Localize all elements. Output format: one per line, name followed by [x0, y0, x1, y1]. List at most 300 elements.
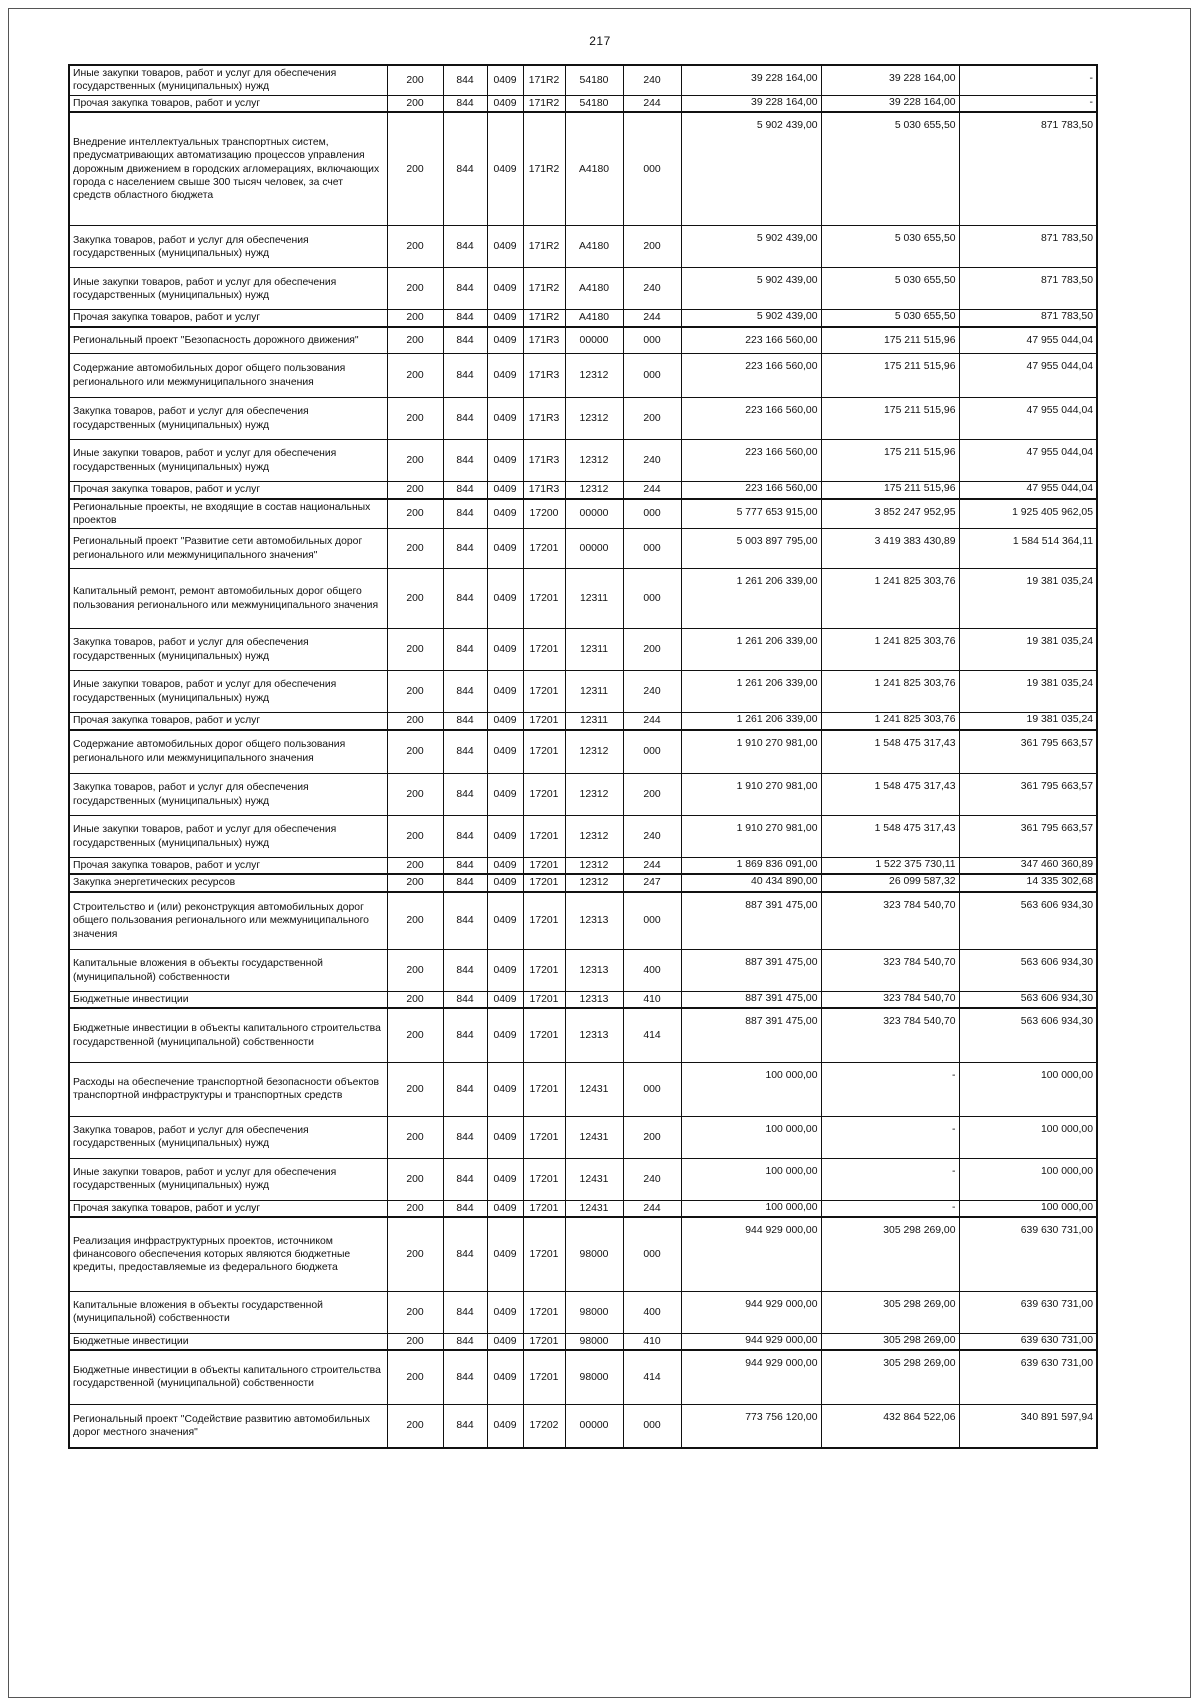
code-cs1: 171R3: [523, 440, 565, 482]
code-vr: 244: [623, 713, 681, 730]
code-gp: 200: [387, 499, 443, 529]
code-rz: 0409: [487, 629, 523, 671]
code-rz: 0409: [487, 1158, 523, 1200]
amount-remaining: 1 925 405 962,05: [959, 499, 1097, 529]
amount-remaining: 14 335 302,68: [959, 874, 1097, 891]
amount-executed: 39 228 164,00: [821, 65, 959, 95]
code-rz: 0409: [487, 440, 523, 482]
amount-planned: 1 261 206 339,00: [681, 569, 821, 629]
amount-remaining: 347 460 360,89: [959, 858, 1097, 875]
amount-executed: -: [821, 1116, 959, 1158]
code-gp: 200: [387, 892, 443, 950]
amount-remaining: 100 000,00: [959, 1158, 1097, 1200]
code-rz: 0409: [487, 713, 523, 730]
code-vr: 000: [623, 1217, 681, 1291]
table-row: [69, 1333, 1097, 1350]
code-gr: 844: [443, 950, 487, 992]
code-rz: 0409: [487, 1350, 523, 1404]
amount-planned: 5 777 653 915,00: [681, 499, 821, 529]
amount-remaining: 100 000,00: [959, 1062, 1097, 1116]
code-rz: 0409: [487, 569, 523, 629]
code-cs2: А4180: [565, 310, 623, 327]
row-name: Бюджетные инвестиции в объекты капитального строительства государственной (муниципальной) собственности: [69, 1350, 387, 1404]
amount-remaining: 47 955 044,04: [959, 398, 1097, 440]
code-gp: 200: [387, 629, 443, 671]
amount-executed: 1 522 375 730,11: [821, 858, 959, 875]
amount-executed: 323 784 540,70: [821, 892, 959, 950]
code-gp: 200: [387, 95, 443, 112]
amount-remaining: 871 783,50: [959, 268, 1097, 310]
code-vr: 000: [623, 112, 681, 226]
code-gr: 844: [443, 226, 487, 268]
amount-remaining: 563 606 934,30: [959, 992, 1097, 1009]
code-cs2: 12312: [565, 858, 623, 875]
code-cs2: А4180: [565, 112, 623, 226]
table-row: [69, 671, 1097, 713]
code-vr: 000: [623, 892, 681, 950]
code-gp: 200: [387, 529, 443, 569]
code-rz: 0409: [487, 268, 523, 310]
amount-executed: 175 211 515,96: [821, 482, 959, 499]
amount-remaining: 19 381 035,24: [959, 629, 1097, 671]
amount-executed: 175 211 515,96: [821, 440, 959, 482]
table-row: [69, 327, 1097, 354]
code-gr: 844: [443, 569, 487, 629]
code-gr: 844: [443, 774, 487, 816]
row-name: Иные закупки товаров, работ и услуг для обеспечения государственных (муниципальных) нужд: [69, 65, 387, 95]
amount-planned: 223 166 560,00: [681, 482, 821, 499]
amount-executed: 5 030 655,50: [821, 112, 959, 226]
code-cs2: 12431: [565, 1116, 623, 1158]
amount-remaining: 361 795 663,57: [959, 774, 1097, 816]
amount-executed: 323 784 540,70: [821, 950, 959, 992]
code-gr: 844: [443, 310, 487, 327]
code-cs2: 12431: [565, 1062, 623, 1116]
code-gr: 844: [443, 629, 487, 671]
table-row: [69, 499, 1097, 529]
amount-planned: 1 261 206 339,00: [681, 671, 821, 713]
code-gp: 200: [387, 992, 443, 1009]
code-rz: 0409: [487, 1333, 523, 1350]
code-rz: 0409: [487, 95, 523, 112]
amount-executed: 1 241 825 303,76: [821, 569, 959, 629]
amount-executed: 1 241 825 303,76: [821, 713, 959, 730]
code-gr: 844: [443, 671, 487, 713]
amount-remaining: 639 630 731,00: [959, 1350, 1097, 1404]
code-gp: 200: [387, 1291, 443, 1333]
amount-planned: 887 391 475,00: [681, 892, 821, 950]
amount-remaining: 19 381 035,24: [959, 713, 1097, 730]
row-name: Закупка энергетических ресурсов: [69, 874, 387, 891]
amount-remaining: 639 630 731,00: [959, 1333, 1097, 1350]
row-name: Прочая закупка товаров, работ и услуг: [69, 310, 387, 327]
table-row: [69, 95, 1097, 112]
amount-planned: 944 929 000,00: [681, 1350, 821, 1404]
code-gp: 200: [387, 1404, 443, 1448]
code-gp: 200: [387, 671, 443, 713]
amount-planned: 1 910 270 981,00: [681, 730, 821, 774]
amount-executed: 175 211 515,96: [821, 327, 959, 354]
code-rz: 0409: [487, 482, 523, 499]
code-cs1: 171R2: [523, 95, 565, 112]
amount-remaining: 871 783,50: [959, 226, 1097, 268]
row-name: Региональный проект "Безопасность дорожного движения": [69, 327, 387, 354]
row-name: Прочая закупка товаров, работ и услуг: [69, 95, 387, 112]
code-cs1: 17201: [523, 1062, 565, 1116]
code-vr: 400: [623, 950, 681, 992]
code-rz: 0409: [487, 112, 523, 226]
code-vr: 000: [623, 354, 681, 398]
code-gr: 844: [443, 482, 487, 499]
amount-remaining: 871 783,50: [959, 310, 1097, 327]
code-vr: 240: [623, 1158, 681, 1200]
code-vr: 244: [623, 1200, 681, 1217]
row-name: Содержание автомобильных дорог общего пользования регионального или межмуниципального значения: [69, 730, 387, 774]
amount-remaining: 47 955 044,04: [959, 440, 1097, 482]
code-gr: 844: [443, 499, 487, 529]
code-gp: 200: [387, 440, 443, 482]
code-cs2: 12313: [565, 892, 623, 950]
amount-planned: 1 910 270 981,00: [681, 774, 821, 816]
amount-executed: 305 298 269,00: [821, 1350, 959, 1404]
code-gp: 200: [387, 268, 443, 310]
table-row: [69, 398, 1097, 440]
row-name: Капитальные вложения в объекты государственной (муниципальной) собственности: [69, 950, 387, 992]
amount-remaining: 871 783,50: [959, 112, 1097, 226]
row-name: Региональный проект "Развитие сети автомобильных дорог регионального или межмуниципального значения": [69, 529, 387, 569]
code-gp: 200: [387, 713, 443, 730]
code-vr: 200: [623, 226, 681, 268]
code-cs1: 171R2: [523, 226, 565, 268]
code-cs2: 12312: [565, 440, 623, 482]
amount-remaining: 340 891 597,94: [959, 1404, 1097, 1448]
code-rz: 0409: [487, 730, 523, 774]
code-rz: 0409: [487, 310, 523, 327]
code-cs1: 17201: [523, 1333, 565, 1350]
table-row: [69, 268, 1097, 310]
code-gr: 844: [443, 1062, 487, 1116]
amount-remaining: 47 955 044,04: [959, 327, 1097, 354]
code-cs2: 12312: [565, 482, 623, 499]
code-vr: 244: [623, 95, 681, 112]
code-rz: 0409: [487, 327, 523, 354]
table-row: [69, 529, 1097, 569]
code-vr: 000: [623, 499, 681, 529]
code-rz: 0409: [487, 1062, 523, 1116]
code-gr: 844: [443, 1158, 487, 1200]
code-cs2: 12311: [565, 569, 623, 629]
table-row: [69, 1291, 1097, 1333]
code-rz: 0409: [487, 816, 523, 858]
code-cs2: 12312: [565, 816, 623, 858]
code-cs1: 17201: [523, 1200, 565, 1217]
table-row: [69, 440, 1097, 482]
amount-executed: 5 030 655,50: [821, 226, 959, 268]
code-cs1: 17201: [523, 950, 565, 992]
amount-remaining: 563 606 934,30: [959, 892, 1097, 950]
amount-planned: 223 166 560,00: [681, 354, 821, 398]
table-row: [69, 226, 1097, 268]
code-vr: 200: [623, 398, 681, 440]
table-row: [69, 310, 1097, 327]
code-cs2: 98000: [565, 1333, 623, 1350]
code-gr: 844: [443, 440, 487, 482]
code-rz: 0409: [487, 398, 523, 440]
code-rz: 0409: [487, 529, 523, 569]
code-rz: 0409: [487, 65, 523, 95]
amount-remaining: 100 000,00: [959, 1116, 1097, 1158]
amount-planned: 944 929 000,00: [681, 1291, 821, 1333]
amount-planned: 223 166 560,00: [681, 398, 821, 440]
code-gr: 844: [443, 1200, 487, 1217]
code-gr: 844: [443, 398, 487, 440]
code-gp: 200: [387, 1217, 443, 1291]
row-name: Содержание автомобильных дорог общего пользования регионального или межмуниципального значения: [69, 354, 387, 398]
code-gp: 200: [387, 858, 443, 875]
code-vr: 000: [623, 529, 681, 569]
amount-executed: 175 211 515,96: [821, 354, 959, 398]
amount-planned: 944 929 000,00: [681, 1217, 821, 1291]
amount-planned: 100 000,00: [681, 1158, 821, 1200]
amount-executed: 5 030 655,50: [821, 310, 959, 327]
code-rz: 0409: [487, 874, 523, 891]
code-rz: 0409: [487, 892, 523, 950]
code-vr: 244: [623, 310, 681, 327]
amount-planned: 5 003 897 795,00: [681, 529, 821, 569]
code-gr: 844: [443, 1404, 487, 1448]
amount-remaining: 100 000,00: [959, 1200, 1097, 1217]
amount-planned: 39 228 164,00: [681, 95, 821, 112]
code-cs1: 17201: [523, 671, 565, 713]
code-rz: 0409: [487, 774, 523, 816]
amount-planned: 100 000,00: [681, 1062, 821, 1116]
code-cs1: 171R3: [523, 398, 565, 440]
code-gp: 200: [387, 1333, 443, 1350]
code-cs1: 171R2: [523, 112, 565, 226]
row-name: Закупка товаров, работ и услуг для обеспечения государственных (муниципальных) нужд: [69, 226, 387, 268]
code-rz: 0409: [487, 354, 523, 398]
amount-remaining: 639 630 731,00: [959, 1217, 1097, 1291]
code-cs1: 17202: [523, 1404, 565, 1448]
amount-planned: 1 910 270 981,00: [681, 816, 821, 858]
code-cs1: 17201: [523, 1217, 565, 1291]
amount-executed: 26 099 587,32: [821, 874, 959, 891]
table-row: [69, 713, 1097, 730]
table-row: [69, 1116, 1097, 1158]
code-gp: 200: [387, 354, 443, 398]
code-rz: 0409: [487, 950, 523, 992]
amount-executed: 323 784 540,70: [821, 992, 959, 1009]
code-rz: 0409: [487, 671, 523, 713]
code-vr: 200: [623, 774, 681, 816]
code-vr: 240: [623, 671, 681, 713]
code-gp: 200: [387, 569, 443, 629]
code-rz: 0409: [487, 499, 523, 529]
amount-executed: 305 298 269,00: [821, 1291, 959, 1333]
code-cs2: 12312: [565, 398, 623, 440]
code-vr: 000: [623, 1062, 681, 1116]
table-row: [69, 354, 1097, 398]
table-row: [69, 950, 1097, 992]
row-name: Закупка товаров, работ и услуг для обеспечения государственных (муниципальных) нужд: [69, 1116, 387, 1158]
amount-planned: 887 391 475,00: [681, 950, 821, 992]
code-gr: 844: [443, 1008, 487, 1062]
code-gr: 844: [443, 816, 487, 858]
code-cs1: 17201: [523, 992, 565, 1009]
code-cs1: 171R2: [523, 310, 565, 327]
code-gr: 844: [443, 1350, 487, 1404]
amount-planned: 1 869 836 091,00: [681, 858, 821, 875]
amount-planned: 1 261 206 339,00: [681, 713, 821, 730]
code-cs2: 00000: [565, 499, 623, 529]
code-gr: 844: [443, 730, 487, 774]
code-cs2: 12313: [565, 950, 623, 992]
amount-remaining: 361 795 663,57: [959, 730, 1097, 774]
amount-executed: 5 030 655,50: [821, 268, 959, 310]
row-name: Иные закупки товаров, работ и услуг для обеспечения государственных (муниципальных) нужд: [69, 671, 387, 713]
row-name: Бюджетные инвестиции в объекты капитального строительства государственной (муниципальной) собственности: [69, 1008, 387, 1062]
code-vr: 240: [623, 65, 681, 95]
amount-executed: 1 548 475 317,43: [821, 816, 959, 858]
code-rz: 0409: [487, 1008, 523, 1062]
amount-planned: 944 929 000,00: [681, 1333, 821, 1350]
code-gp: 200: [387, 1200, 443, 1217]
row-name: Закупка товаров, работ и услуг для обеспечения государственных (муниципальных) нужд: [69, 629, 387, 671]
table-row: [69, 774, 1097, 816]
amount-executed: 1 548 475 317,43: [821, 730, 959, 774]
row-name: Закупка товаров, работ и услуг для обеспечения государственных (муниципальных) нужд: [69, 398, 387, 440]
code-vr: 247: [623, 874, 681, 891]
table-row: [69, 1350, 1097, 1404]
table-row: [69, 1158, 1097, 1200]
amount-planned: 1 261 206 339,00: [681, 629, 821, 671]
code-gp: 200: [387, 874, 443, 891]
amount-remaining: 563 606 934,30: [959, 950, 1097, 992]
code-vr: 244: [623, 482, 681, 499]
amount-executed: 3 419 383 430,89: [821, 529, 959, 569]
code-gp: 200: [387, 482, 443, 499]
code-cs1: 17201: [523, 1008, 565, 1062]
amount-planned: 887 391 475,00: [681, 1008, 821, 1062]
code-vr: 000: [623, 327, 681, 354]
code-gr: 844: [443, 874, 487, 891]
code-rz: 0409: [487, 1217, 523, 1291]
code-gp: 200: [387, 226, 443, 268]
amount-executed: 305 298 269,00: [821, 1333, 959, 1350]
amount-executed: 1 241 825 303,76: [821, 671, 959, 713]
code-cs1: 171R2: [523, 268, 565, 310]
code-cs2: 12311: [565, 713, 623, 730]
code-gp: 200: [387, 1350, 443, 1404]
code-gp: 200: [387, 1062, 443, 1116]
row-name: Реализация инфраструктурных проектов, источником финансового обеспечения которых являются бюджетные кредиты, предоставляемые из федерального бюджета: [69, 1217, 387, 1291]
code-cs2: 98000: [565, 1291, 623, 1333]
table-row: [69, 482, 1097, 499]
code-gr: 844: [443, 65, 487, 95]
code-vr: 400: [623, 1291, 681, 1333]
row-name: Прочая закупка товаров, работ и услуг: [69, 713, 387, 730]
amount-remaining: 47 955 044,04: [959, 354, 1097, 398]
code-rz: 0409: [487, 1291, 523, 1333]
amount-planned: 223 166 560,00: [681, 440, 821, 482]
row-name: Внедрение интеллектуальных транспортных систем, предусматривающих автоматизацию процессов управления дорожным движением в городских агломерациях, включающих города с населением свыше 300 тысяч человек, за счет средств областного бюджета: [69, 112, 387, 226]
row-name: Иные закупки товаров, работ и услуг для обеспечения государственных (муниципальных) нужд: [69, 440, 387, 482]
code-cs1: 17201: [523, 529, 565, 569]
amount-planned: 39 228 164,00: [681, 65, 821, 95]
code-vr: 200: [623, 629, 681, 671]
amount-remaining: 19 381 035,24: [959, 569, 1097, 629]
code-gp: 200: [387, 310, 443, 327]
code-cs2: 12311: [565, 671, 623, 713]
code-cs1: 17201: [523, 1350, 565, 1404]
code-cs1: 17201: [523, 816, 565, 858]
table-row: [69, 1217, 1097, 1291]
row-name: Иные закупки товаров, работ и услуг для обеспечения государственных (муниципальных) нужд: [69, 268, 387, 310]
code-gp: 200: [387, 112, 443, 226]
code-gp: 200: [387, 1116, 443, 1158]
code-cs2: 98000: [565, 1350, 623, 1404]
code-vr: 000: [623, 569, 681, 629]
code-gp: 200: [387, 816, 443, 858]
code-cs1: 17201: [523, 774, 565, 816]
code-cs1: 17201: [523, 1291, 565, 1333]
amount-executed: 323 784 540,70: [821, 1008, 959, 1062]
code-rz: 0409: [487, 1116, 523, 1158]
code-cs1: 17201: [523, 892, 565, 950]
table-row: [69, 1008, 1097, 1062]
amount-remaining: 47 955 044,04: [959, 482, 1097, 499]
table-row: [69, 629, 1097, 671]
table-row: [69, 874, 1097, 891]
code-gp: 200: [387, 1008, 443, 1062]
amount-executed: 3 852 247 952,95: [821, 499, 959, 529]
amount-planned: 100 000,00: [681, 1116, 821, 1158]
row-name: Прочая закупка товаров, работ и услуг: [69, 482, 387, 499]
amount-remaining: 563 606 934,30: [959, 1008, 1097, 1062]
code-cs2: 54180: [565, 65, 623, 95]
code-cs2: 12313: [565, 992, 623, 1009]
code-vr: 200: [623, 1116, 681, 1158]
code-vr: 414: [623, 1008, 681, 1062]
code-gr: 844: [443, 992, 487, 1009]
code-cs1: 171R2: [523, 65, 565, 95]
code-vr: 410: [623, 992, 681, 1009]
code-gr: 844: [443, 112, 487, 226]
table-row: [69, 992, 1097, 1009]
code-cs1: 17201: [523, 858, 565, 875]
amount-remaining: 361 795 663,57: [959, 816, 1097, 858]
code-gr: 844: [443, 713, 487, 730]
amount-executed: -: [821, 1200, 959, 1217]
code-gr: 844: [443, 95, 487, 112]
amount-remaining: 19 381 035,24: [959, 671, 1097, 713]
code-cs2: 12312: [565, 874, 623, 891]
code-gr: 844: [443, 529, 487, 569]
row-name: Капитальный ремонт, ремонт автомобильных дорог общего пользования регионального или межмуниципального значения: [69, 569, 387, 629]
code-gp: 200: [387, 398, 443, 440]
code-gr: 844: [443, 268, 487, 310]
code-cs1: 171R3: [523, 327, 565, 354]
amount-planned: 223 166 560,00: [681, 327, 821, 354]
code-cs2: 00000: [565, 327, 623, 354]
row-name: Иные закупки товаров, работ и услуг для обеспечения государственных (муниципальных) нужд: [69, 1158, 387, 1200]
table-row: [69, 816, 1097, 858]
amount-executed: -: [821, 1062, 959, 1116]
code-cs1: 17201: [523, 730, 565, 774]
table-row: [69, 1200, 1097, 1217]
amount-executed: 175 211 515,96: [821, 398, 959, 440]
table-row: [69, 892, 1097, 950]
